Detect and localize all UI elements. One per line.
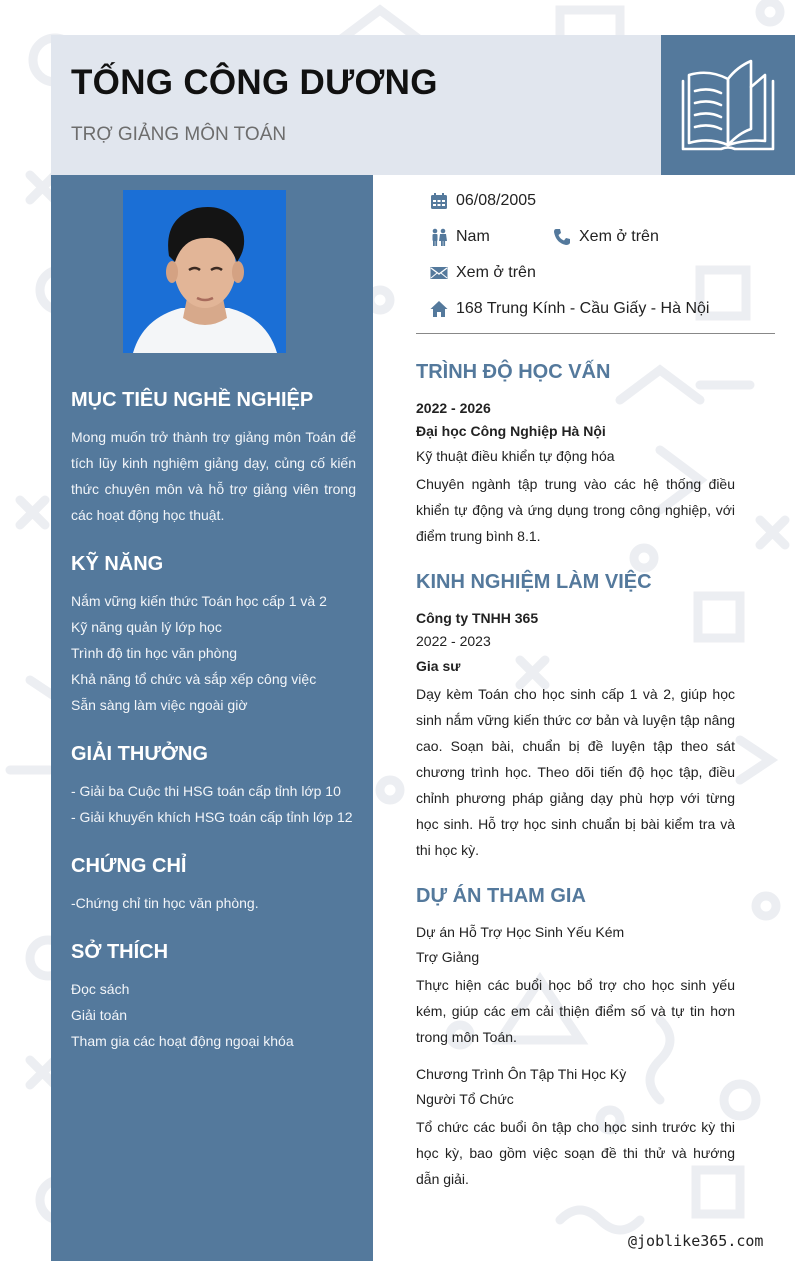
list-item: Đọc sách — [71, 981, 130, 997]
education-major: Kỹ thuật điều khiển tự động hóa — [416, 448, 615, 464]
avatar — [123, 190, 286, 353]
education-school: Đại học Công Nghiệp Hà Nội — [416, 423, 606, 439]
birthdate-text: 06/08/2005 — [456, 192, 537, 209]
address-text: 168 Trung Kính - Cầu Giấy - Hà Nội — [456, 300, 710, 317]
list-item: Sẵn sàng làm việc ngoài giờ — [71, 697, 248, 713]
open-book-icon — [681, 57, 775, 153]
projects-title: DỰ ÁN THAM GIA — [416, 885, 586, 907]
birthdate-row — [430, 192, 536, 210]
hobbies-title: SỞ THÍCH — [71, 941, 169, 963]
experience-company: Công ty TNHH 365 — [416, 610, 539, 626]
candidate-position: TRỢ GIẢNG MÔN TOÁN — [71, 124, 287, 145]
phone-row — [553, 228, 659, 246]
certificates-section — [71, 855, 356, 916]
experience-entry — [416, 607, 735, 863]
list-item: Nắm vững kiến thức Toán học cấp 1 và 2 — [71, 593, 327, 609]
education-title: TRÌNH ĐỘ HỌC VẤN — [416, 361, 611, 383]
certificates-list — [71, 890, 356, 916]
objective-title: MỤC TIÊU NGHỀ NGHIỆP — [71, 389, 314, 411]
list-item: Giải toán — [71, 1007, 128, 1023]
email-icon — [430, 264, 448, 282]
calendar-icon — [430, 192, 448, 210]
education-description: Chuyên ngành tập trung vào các hệ thống điều khiển tự động và ứng dụng trong công nghiệp, với điểm trung bình 8.1. — [416, 476, 735, 544]
experience-title: KINH NGHIỆM LÀM VIỆC — [416, 571, 652, 593]
candidate-name: TỐNG CÔNG DƯƠNG — [71, 63, 438, 102]
phone-icon — [553, 228, 571, 246]
address-row — [430, 300, 709, 318]
gender-text: Nam — [456, 228, 490, 245]
skills-title: KỸ NĂNG — [71, 553, 164, 575]
objective-text: Mong muốn trở thành trợ giảng môn Toán để tích lũy kinh nghiệm giảng dạy, củng cố kiến thức chuyên môn và hỗ trợ giảng viên trong các hoạt động học thuật. — [71, 429, 356, 523]
project-description: Tổ chức các buổi ôn tập cho học sinh trước kỳ thi học kỳ, bao gồm việc soạn đề thi thử và hướng dẫn giải. — [416, 1119, 735, 1187]
experience-description: Dạy kèm Toán cho học sinh cấp 1 và 2, giúp học sinh nắm vững kiến thức cơ bản và luyện tập nâng cao. Soạn bài, chuẩn bị đề luyện tập theo sát chương trình học. Theo dõi tiến độ học tập, điều chỉnh phương pháp giảng dạy phù hợp với từng học sinh. Hỗ trợ học sinh chuẩn bị bài kiểm tra và thi học kỳ. — [416, 686, 735, 858]
cv-header — [51, 35, 661, 175]
list-item: Tham gia các hoạt động ngoại khóa — [71, 1033, 294, 1049]
home-icon — [430, 300, 448, 318]
project-item — [416, 921, 735, 1050]
education-entry — [416, 397, 735, 549]
list-item: Khả năng tổ chức và sắp xếp công việc — [71, 671, 317, 687]
list-item: Trình độ tin học văn phòng — [71, 645, 238, 661]
skills-section — [71, 553, 356, 718]
footer-brand: @joblike365.com — [628, 1232, 764, 1250]
sidebar — [51, 175, 373, 1261]
project-name: Dự án Hỗ Trợ Học Sinh Yếu Kém — [416, 924, 625, 940]
phone-text: Xem ở trên — [579, 228, 659, 245]
experience-period: 2022 - 2023 — [416, 633, 491, 649]
list-item: -Chứng chỉ tin học văn phòng. — [71, 895, 259, 911]
education-period: 2022 - 2026 — [416, 400, 491, 416]
project-role: Trợ Giảng — [416, 949, 480, 965]
project-name: Chương Trình Ôn Tập Thi Học Kỳ — [416, 1066, 627, 1082]
awards-title: GIẢI THƯỞNG — [71, 743, 208, 765]
awards-section — [71, 743, 356, 830]
project-description: Thực hiện các buổi học bổ trợ cho học sinh yếu kém, giúp các em cải thiện điểm số và tự tin hơn trong môn Toán. — [416, 977, 735, 1045]
contact-divider — [416, 333, 775, 334]
list-item: - Giải khuyến khích HSG toán cấp tỉnh lớp 12 — [71, 809, 353, 825]
project-role: Người Tổ Chức — [416, 1091, 514, 1107]
gender-icon — [430, 228, 448, 246]
project-item — [416, 1063, 735, 1192]
list-item: - Giải ba Cuộc thi HSG toán cấp tỉnh lớp 10 — [71, 783, 341, 799]
gender-row — [430, 228, 490, 246]
skills-list — [71, 588, 356, 718]
awards-list — [71, 778, 356, 830]
email-row — [430, 264, 536, 282]
objective-section — [71, 389, 356, 528]
hobbies-section — [71, 941, 356, 1054]
email-text: Xem ở trên — [456, 264, 536, 281]
portrait-photo — [123, 190, 286, 353]
list-item: Kỹ năng quản lý lớp học — [71, 619, 222, 635]
certificates-title: CHỨNG CHỈ — [71, 855, 187, 877]
header-icon-box — [661, 35, 795, 175]
hobbies-list — [71, 976, 356, 1054]
experience-role: Gia sư — [416, 658, 461, 674]
